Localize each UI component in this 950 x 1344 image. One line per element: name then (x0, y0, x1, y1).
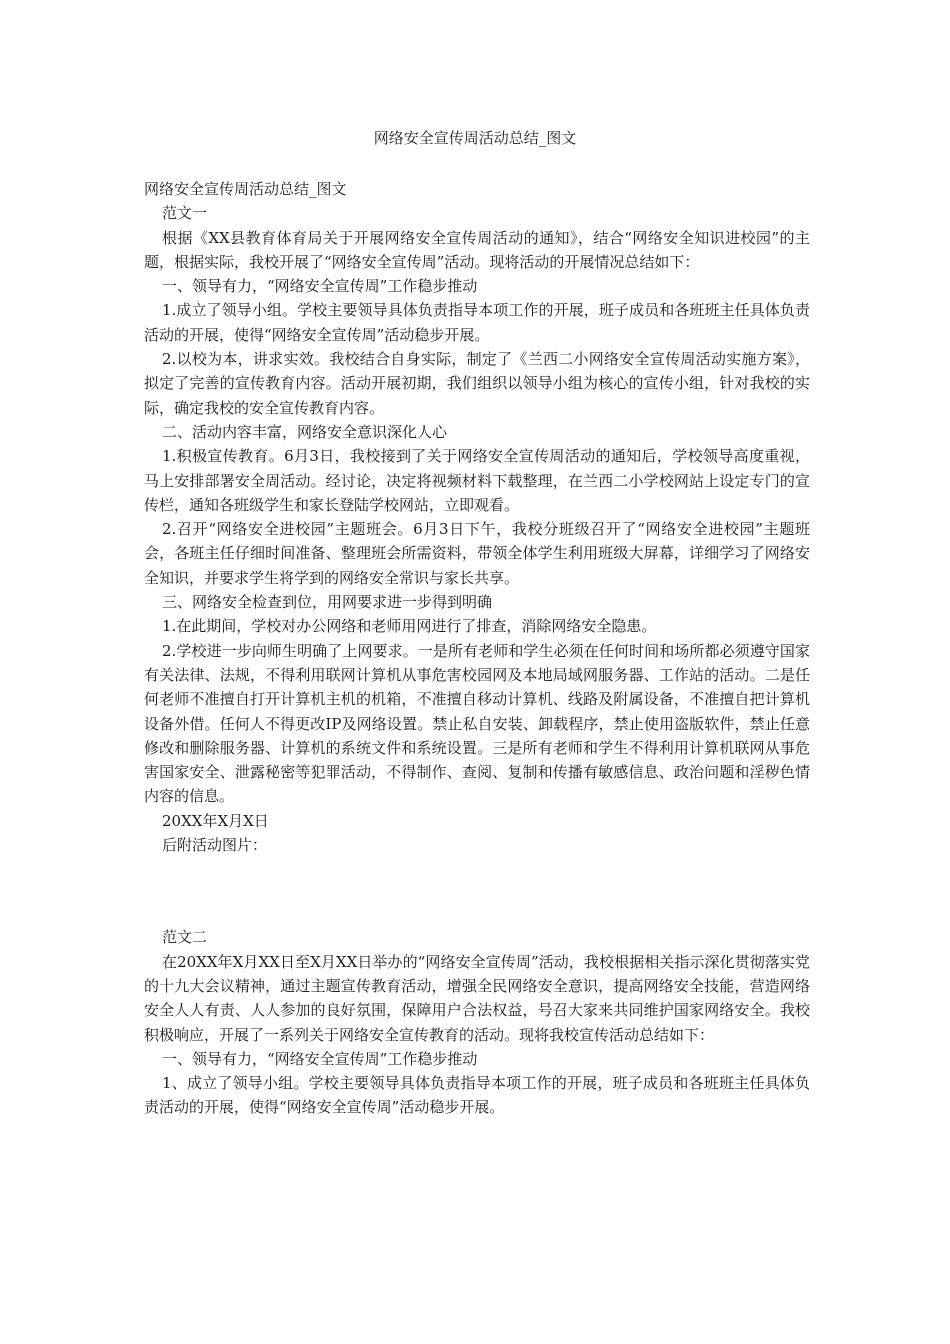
paragraph-item: 2.召开“网络安全进校园”主题班会。6月3日下午，我校分班级召开了“网络安全进校园”主题班会，各班主任仔细时间准备、整理班会所需资料，带领全体学生利用班级大屏幕，详细学习了网络安全知识，并要求学生将学到的网络安全常识与家长共享。 (144, 520, 810, 587)
paragraph-item: 2.学校进一步向师生明确了上网要求。一是所有老师和学生必须在任何时间和场所都必须遵守国家有关法律、法规，不得利用联网计算机从事危害校园网及本地局域网服务器、工作站的活动。二是任何老师不准擅自打开计算机主机的机箱，不准擅自移动计算机、线路及附属设备，不准擅自把计算机设备外借。任何人不得更改IP及网络设置。禁止私自安装、卸载程序，禁止使用盗版软件，禁止任意修改和删除服务器、计算机的系统文件和系统设置。三是所有老师和学生不得利用计算机联网从事危害国家安全、泄露秘密等犯罪活动，不得制作、查阅、复制和传播有敏感信息、政治问题和淫秽色情内容的信息。 (144, 641, 810, 806)
paragraph-item: 1、成立了领导小组。学校主要领导具体负责指导本项工作的开展，班子成员和各班班主任具体负责活动的开展，使得“网络安全宣传周”活动稳步开展。 (144, 1074, 810, 1117)
attachment-note: 后附活动图片： (162, 836, 268, 855)
paragraph-item: 1.积极宣传教育。6月3日，我校接到了关于网络安全宣传周活动的通知后，学校领导高度重视，马上安排部署安全周活动。经讨论，决定将视频材料下载整理，在兰西二小学校网站上设定专门的宣传栏，通知各班级学生和家长登陆学校网站，立即观看。 (144, 447, 810, 514)
document-heading: 网络安全宣传周活动总结_图文 (144, 180, 347, 198)
paragraph-item: 1.在此期间，学校对办公网络和老师用网进行了排查，消除网络安全隐患。 (162, 617, 657, 636)
paragraph-item: 1.成立了领导小组。学校主要领导具体负责指导本项工作的开展，班子成员和各班班主任具体负责活动的开展，使得“网络安全宣传周”活动稳步开展。 (144, 301, 810, 344)
paragraph-sample-one-label: 范文一 (162, 204, 208, 223)
photo-placeholder (144, 857, 810, 925)
document-body (144, 177, 810, 1120)
section-heading-1: 一、领导有力，“网络安全宣传周”工作稳步推动 (162, 277, 478, 296)
paragraph-intro-two: 在20XX年X月XX日至X月XX日举办的“网络安全宣传周”活动，我校根据相关指示深化贯彻落实党的十九大会议精神，通过主题宣传教育活动，增强全民网络安全意识，提高网络安全技能，营造网络安全人人有责、人人参加的良好氛围，保障用户合法权益，号召大家来共同维护国家网络安全。我校积极响应，开展了一系列关于网络安全宣传教育的活动。现将我校宣传活动总结如下： (144, 952, 810, 1044)
date-line: 20XX年X月X日 (162, 811, 269, 830)
paragraph-intro: 根据《XX县教育体育局关于开展网络安全宣传周活动的通知》，结合“网络安全知识进校园”的主题，根据实际，我校开展了“网络安全宣传周”活动。现将活动的开展情况总结如下： (144, 228, 810, 271)
section-heading-1-two: 一、领导有力，“网络安全宣传周”工作稳步推动 (162, 1049, 478, 1068)
section-heading-2: 二、活动内容丰富，网络安全意识深化人心 (162, 422, 448, 441)
section-heading-3: 三、网络安全检查到位，用网要求进一步得到明确 (162, 593, 493, 612)
page-title: 网络安全宣传周活动总结_图文 (373, 129, 577, 147)
paragraph-item: 2.以校为本，讲求实效。我校结合自身实际，制定了《兰西二小网络安全宣传周活动实施方案》，拟定了完善的宣传教育内容。活动开展初期，我们组织以领导小组为核心的宣传小组，针对我校的实际，确定我校的安全宣传教育内容。 (144, 350, 810, 417)
paragraph-sample-two-label: 范文二 (162, 928, 208, 947)
